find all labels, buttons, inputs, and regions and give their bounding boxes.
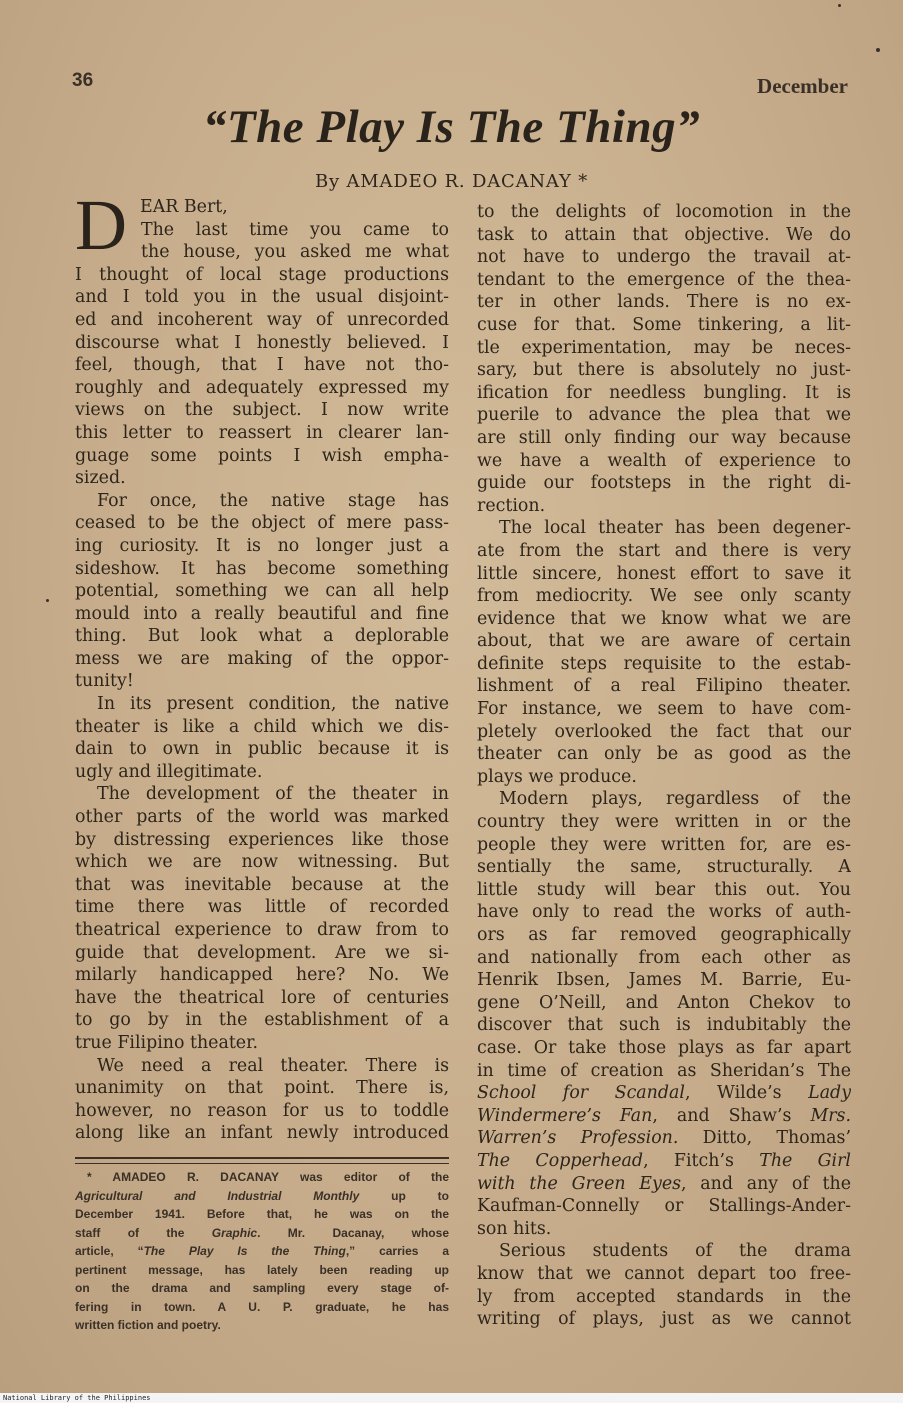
text-line: School for Scandal, Wilde’s Lady [477,1083,851,1104]
text-line: milarly handicapped here? No. We [75,965,449,986]
text-line: definite steps requisite to the estab- [477,653,851,674]
text-line: time there was little of recorded [75,897,449,918]
text-line: ceased to be the object of mere pass- [75,513,449,534]
footnote-line: * AMADEO R. DACANAY was editor of the [87,1170,449,1184]
text-line: by distressing experiences like those [75,829,449,850]
text-line: gene O’Neill, and Anton Chekov to [477,992,851,1013]
text-line: other parts of the world was marked [75,807,449,828]
text-line: discover that such is indubitably the [477,1015,851,1036]
text-line: The last time you came to [141,219,449,240]
footnote-line: fering in town. A U. P. graduate, he has [75,1299,449,1314]
text-line: roughly and adequately expressed my [75,377,449,398]
footnote-line: pertinent message, has lately been reading up [75,1262,449,1277]
text-line: with the Green Eyes, and any of the [477,1173,851,1194]
text-line: sary, but there is absolutely no just- [477,360,851,381]
text-line: Windermere’s Fan, and Shaw’s Mrs. [477,1105,851,1126]
text-line: little sincere, honest effort to save it [477,563,851,584]
article-title: “The Play Is The Thing” [202,101,701,153]
text-line: that was inevitable because at the [75,874,449,895]
text-line: know that we cannot depart too free- [477,1263,851,1284]
text-line: in time of creation as Sheridan’s The [477,1060,851,1081]
text-line: however, no reason for us to toddle [75,1100,449,1121]
text-line: EAR Bert, [140,197,228,217]
archive-credit-strip [0,1393,903,1403]
text-line: unanimity on that point. There is, [75,1078,449,1099]
text-line: writing of plays, just as we cannot [477,1309,851,1330]
footnote-line: staff of the Graphic. Mr. Dacanay, whose [75,1225,449,1240]
footnote-divider [75,1157,449,1164]
footnote-line: December 1941. Before that, he was on the [75,1207,449,1221]
page-number: 36 [72,70,94,91]
text-line: about, that we are aware of certain [477,631,851,652]
drop-cap: D [75,185,127,265]
text-line: I thought of local stage productions [75,264,449,285]
text-line: case. Or take those plays as far apart [477,1037,851,1058]
text-line: Modern plays, regardless of the [499,789,851,810]
text-line: Kaufman-Connelly or Stallings-Ander- [477,1196,851,1217]
text-line: tunity! [75,671,134,692]
footnote-line: written fiction and poetry. [75,1318,221,1332]
text-line: the house, you asked me what [141,242,449,263]
paper-speck [46,599,49,602]
text-line: Serious students of the drama [499,1241,851,1262]
right-column [477,201,851,1331]
text-line: not have to undergo the travail at- [477,247,851,268]
text-line: guage some points I wish empha- [75,445,449,466]
text-line: and nationally from each other as [477,947,851,968]
text-line: We need a real theater. There is [97,1055,449,1076]
text-line: ugly and illegitimate. [75,761,263,782]
article-byline: By AMADEO R. DACANAY * [314,171,589,192]
text-line: The local theater has been degener- [499,518,851,539]
text-line: mess we are making of the oppor- [75,648,449,669]
paper-speck [838,4,841,7]
text-line: we have a wealth of experience to [477,450,851,471]
text-line: to the delights of locomotion in the [477,202,851,222]
text-line: sentially the same, structurally. A [477,857,851,878]
text-line: ing curiosity. It is no longer just a [75,535,449,556]
text-line: puerile to advance the plea that we [477,405,851,426]
left-column [75,196,449,1145]
text-line: theater is like a child which we dis- [75,716,449,737]
text-line: cuse for that. Some tinkering, a lit- [477,314,851,335]
text-line: rection. [477,495,546,516]
text-line: For instance, we seem to have com- [477,699,851,720]
text-line: along like an infant newly introduced [75,1123,449,1144]
text-line: potential, something we can all help [75,581,449,602]
text-line: are still only finding our way because [477,427,851,448]
text-line: Warren’s Profession. Ditto, Thomas’ [477,1128,851,1149]
text-line: and I told you in the usual disjoint- [75,287,449,308]
text-line: have only to read the works of auth- [477,902,851,923]
text-line: country they were written in or the [477,812,851,833]
text-line: guide our footsteps in the right di- [477,473,851,494]
text-line: ed and incoherent way of unrecorded [75,309,449,330]
text-line: little study will bear this out. You [477,879,851,900]
text-line: true Filipino theater. [75,1032,259,1053]
author-footnote [75,1168,449,1335]
text-line: people they were written for, are es- [477,834,851,855]
text-line: plays we produce. [477,766,637,787]
text-line: theater can only be as good as the [477,744,851,765]
text-line: evidence that we know what we are [477,608,851,629]
text-line: For once, the native stage has [97,490,449,511]
text-line: lishment of a real Filipino theater. [477,676,851,697]
text-line: from mediocrity. We see only scanty [477,586,851,607]
text-line: Henrik Ibsen, James M. Barrie, Eu- [477,970,851,991]
text-line: task to attain that objective. We do [477,224,851,245]
issue-month: December [757,74,848,98]
text-line: which we are now witnessing. But [75,852,449,873]
text-line: ors as far removed geographically [477,925,851,945]
archive-credit: National Library of the Philippines [3,1394,151,1402]
text-line: In its present condition, the native [97,694,449,715]
text-line: have the theatrical lore of centuries [75,987,449,1008]
text-line: tle experimentation, may be neces- [477,337,851,358]
text-line: sideshow. It has become something [75,558,449,579]
text-line: sized. [75,468,126,489]
text-line: dain to own in public because it is [75,739,449,760]
text-line: The development of the theater in [97,784,449,805]
text-line: feel, though, that I have not tho- [75,355,449,376]
text-line: guide that development. Are we si- [75,942,449,963]
text-line: this letter to reassert in clearer lan- [75,422,449,443]
text-line: theatrical experience to draw from to [75,920,449,940]
text-line: ter in other lands. There is no ex- [477,292,851,313]
footnote-line: on the drama and sampling every stage of- [75,1281,449,1295]
paper-speck [876,48,880,52]
footnote-line: article, “The Play Is the Thing,” carries a [75,1244,450,1258]
text-line: ate from the start and there is very [477,540,851,561]
text-line: views on the subject. I now write [75,400,449,421]
text-line: pletely overlooked the fact that our [477,721,851,742]
footnote-line: Agricultural and Industrial Monthly up to [75,1188,449,1203]
text-line: to go by in the establishment of a [75,1010,449,1031]
text-line: ly from accepted standards in the [477,1286,851,1307]
text-line: mould into a really beautiful and fine [75,603,449,624]
text-line: thing. But look what a deplorable [75,626,449,647]
text-line: ification for needless bungling. It is [477,382,851,403]
text-line: The Copperhead, Fitch’s The Girl [477,1150,851,1171]
text-line: son hits. [477,1218,552,1239]
text-line: tendant to the emergence of the thea- [477,269,851,290]
text-line: discourse what I honestly believed. I [75,332,449,353]
